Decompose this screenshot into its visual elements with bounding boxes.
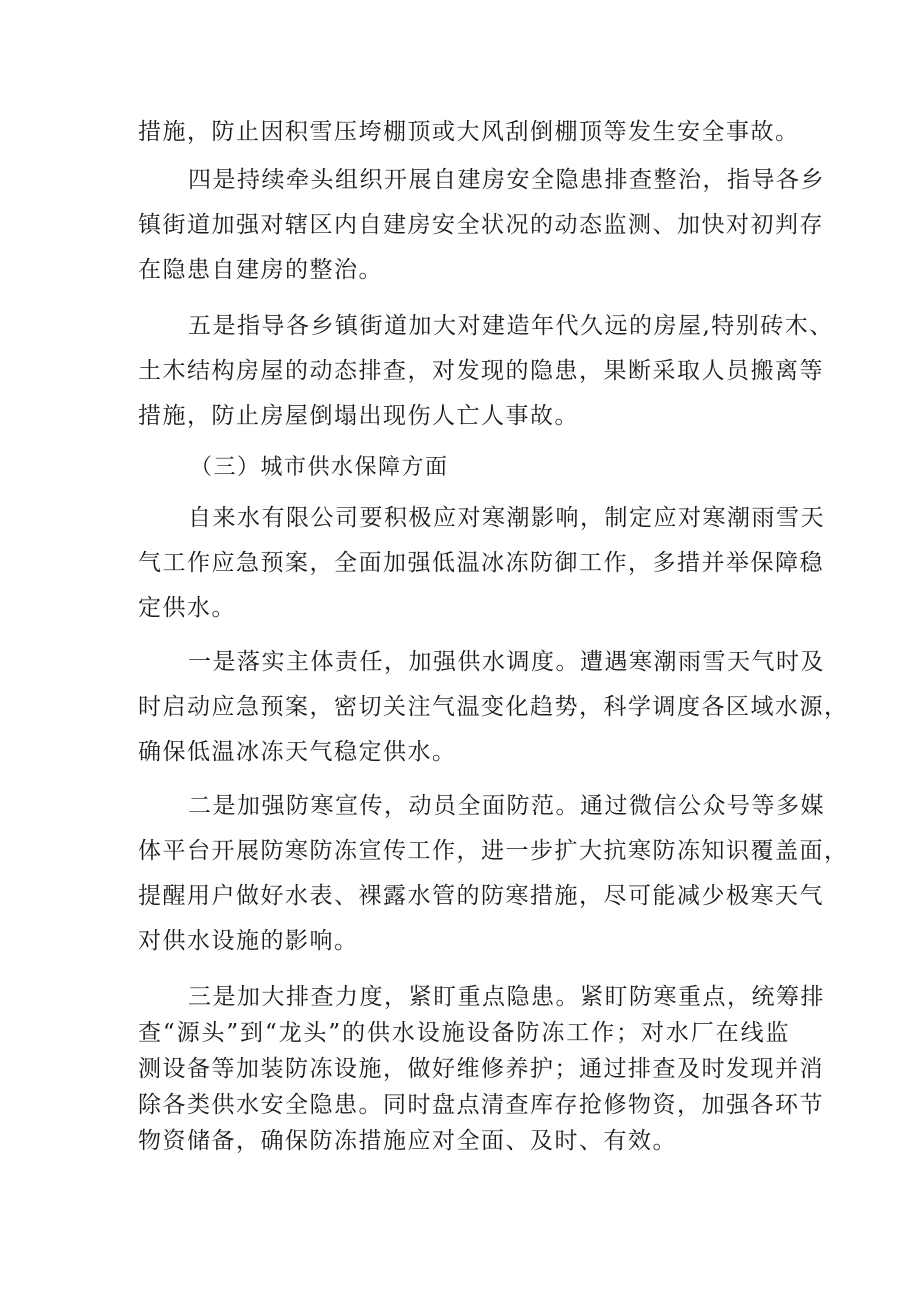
paragraph-4: [138, 640, 849, 775]
text-line: 自来水有限公司要积极应对寒潮影响，制定应对寒潮雨雪天: [188, 505, 825, 531]
text-line: 时启动应急预案，密切关注气温变化趋势，科学调度各区域水源，: [138, 694, 849, 720]
text-line: 除各类供水安全隐患。同时盘点清查库存抢修物资，加强各环节: [138, 1092, 824, 1118]
text-line: 在隐患自建房的整治。: [138, 257, 383, 283]
paragraph-6: [138, 979, 825, 1159]
text-line: 四是持续牵头组织开展自建房安全隐患排查整治，指导各乡: [188, 167, 825, 193]
paragraph-1: [138, 158, 825, 293]
text-line: 一是落实主体责任，加强供水调度。遭遇寒潮雨雪天气时及: [188, 649, 825, 675]
paragraph-3: [138, 496, 825, 631]
text-line: 提醒用户做好水表、裸露水管的防寒措施，尽可能减少极寒天气: [138, 883, 824, 909]
text-line: 措施，防止房屋倒塌出现伤人亡人事故。: [138, 403, 579, 429]
text-line: 定供水。: [138, 595, 236, 621]
paragraph-2: [138, 304, 834, 439]
paragraph-5: [138, 784, 849, 964]
section-heading: （三）城市供水保障方面: [190, 455, 449, 480]
text-line: 体平台开展防寒防冻宣传工作，进一步扩大抗寒防冻知识覆盖面，: [138, 838, 849, 864]
text-line: 措施，防止因积雪压垮棚顶或大风刮倒棚顶等发生安全事故。: [138, 119, 800, 145]
text-line: 土木结构房屋的动态排查，对发现的隐患，果断采取人员搬离等: [138, 358, 824, 384]
text-line: 镇街道加强对辖区内自建房安全状况的动态监测、加快对初判存: [138, 212, 824, 238]
text-line: 查“源头”到“龙头”的供水设施设备防冻工作；对水厂在线监: [138, 1020, 790, 1046]
text-line: 确保低温冰冻天气稳定供水。: [138, 739, 457, 765]
text-line: 二是加强防寒宣传，动员全面防范。通过微信公众号等多媒: [188, 793, 825, 819]
text-line: 五是指导各乡镇街道加大对建造年代久远的房屋,特别砖木、: [188, 313, 834, 339]
text-line: 对供水设施的影响。: [138, 928, 359, 954]
paragraph-0: [138, 110, 800, 155]
text-line: 物资储备，确保防冻措施应对全面、及时、有效。: [138, 1128, 677, 1154]
text-line: 测设备等加装防冻设施，做好维修养护；通过排查及时发现并消: [138, 1056, 824, 1082]
text-line: 三是加大排查力度，紧盯重点隐患。紧盯防寒重点，统筹排: [188, 984, 825, 1010]
text-line: 气工作应急预案，全面加强低温冰冻防御工作，多措并举保障稳: [138, 550, 824, 576]
